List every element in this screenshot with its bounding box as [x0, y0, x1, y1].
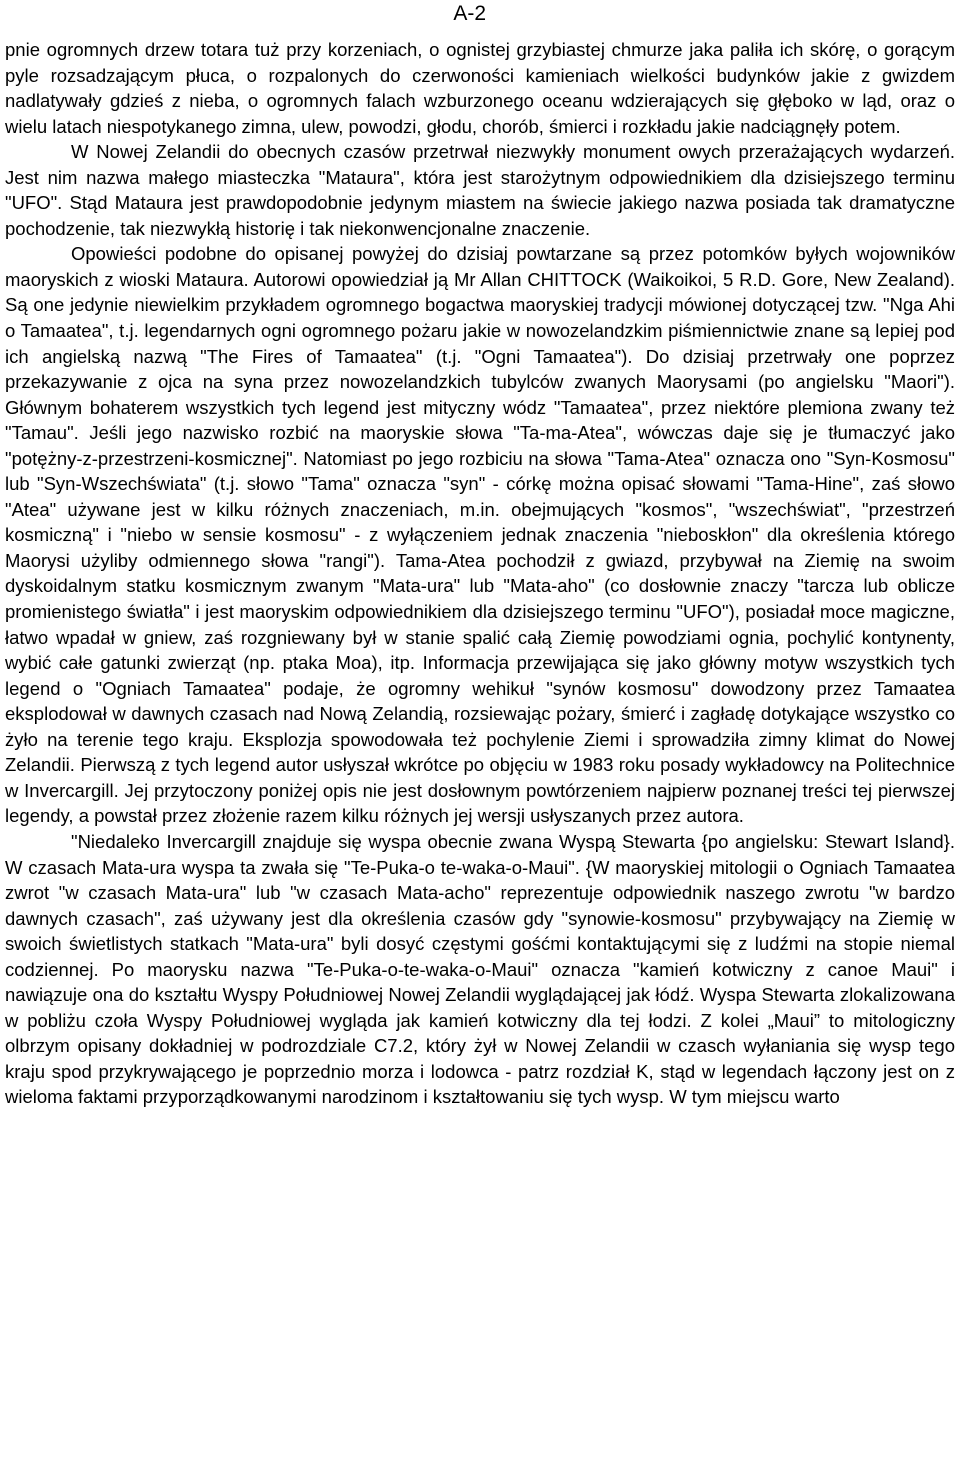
paragraph-4: "Niedaleko Invercargill znajduje się wyspa obecnie zwana Wyspą Stewarta {po angielsku: Stewart Island}. W czasach Mata-ura wyspa ta zwała się "Te-Puka-o te-waka-o-Maui". {W maoryskiej mitologii o Ogniach Tamaatea zwrot "w czasach Mata-ura" lub "w czasach Mata-acho" reprezentuje odpowiednik naszego zwrotu "w bardzo dawnych czasach", zaś używany jest dla określenia czasów gdy "synowie-kosmosu" przybywający na Ziemię w swoich świetlistych statkach "Mata-ura" byli dosyć częstymi gośćmi kontaktującymi się z ludźmi na stopie niemal codziennej. Po maorysku nazwa "Te-Puka-o-te-waka-o-Maui" oznacza "kamień kotwiczny z canoe Maui" i nawiązuje ona do kształtu Wyspy Południowej Nowej Zelandii wyglądającej jak łódź. Wyspa Stewarta zlokalizowana w pobliżu czoła Wyspy Południowej wygląda jak kamień kotwiczny dla tej łodzi. Z kolei „Maui” to mitologiczny olbrzym opisany dokładniej w podrozdziale C7.2, który żył w Nowej Zelandii w czasch wyłaniania się wysp tego kraju spod przykrywającego je poprzednio morza i lodowca - patrz rozdział K, stąd w legendach łączony jest on z wieloma faktami przyporządkowanymi narodzinom i kształtowaniu się tych wysp. W tym miejscu warto: [5, 830, 955, 1108]
paragraph-3: Opowieści podobne do opisanej powyżej do dzisiaj powtarzane są przez potomków byłych wojowników maoryskich z wioski Mataura. Autorowi opowiedział ją Mr Allan CHITTOCK (Waikoikoi, 5 R.D. Gore, New Zealand). Są one jedynie niewielkim przykładem ogromnego bogactwa maoryskiej tradycji mówionej dotyczącej tzw. "Nga Ahi o Tamaatea", t.j. legendarnych ogni ogromnego pożaru jakie w nowozelandzkim piśmiennictwie znane są lepiej pod ich angielską nazwą "The Fires of Tamaatea" (t.j. "Ogni Tamaatea"). Do dzisiaj przetrwały one poprzez przekazywanie z ojca na syna przez nowozelandzkich tubylców zwanych Maorysami (po angielsku "Maori"). Głównym bohaterem wszystkich tych legend jest mityczny wódz "Tamaatea", przez niektóre plemiona zwany też "Tamau". Jeśli jego nazwisko rozbić na maoryskie słowa "Ta-ma-Atea", wówczas daje się je tłumaczyć jako "potężny-z-przestrzeni-kosmicznej". Natomiast po jego rozbiciu na słowa "Tama-Atea" oznacza ono "Syn-Kosmosu" lub "Syn-Wszechświata" (t.j. słowo "Tama" oznacza "syn" - córkę można opisać słowami "Tama-Hine", zaś słowo "Atea" używane jest w kilku różnych znaczeniach, m.in. obejmujących "kosmos", "wszechświat", "przestrzeń kosmiczną" i "niebo w sensie kosmosu" - z wyłączeniem jednak znaczenia "nieboskłon" dla określenia którego Maorysi użyliby odmiennego słowa "rangi"). Tama-Atea pochodził z gwiazd, przybywał na Ziemię na swoim dyskoidalnym statku kosmicznym zwanym "Mata-ura" lub "Mata-aho" (co dosłownie znaczy "tarcza lub oblicze promienistego światła" i jest maoryskim odpowiednikiem dla dzisiejszego terminu "UFO"), posiadał moce magiczne, łatwo wpadał w gniew, zaś rozgniewany był w stanie spalić całą Ziemię powodziami ognia, pochylić kontynenty, wybić całe gatunki zwierząt (np. ptaka Moa), itp. Informacja przewijająca się jako główny motyw wszystkich tych legend o "Ogniach Tamaatea" podaje, że ogromny wehikuł "synów kosmosu" dowodzony przez Tamaatea eksplodował w dawnych czasach nad Nową Zelandią, rozsiewając pożary, śmierć i zagładę dotykające wszystko co żyło na terenie tego kraju. Eksplozja spowodowała też pochylenie Ziemi i sprowadziła zimny klimat do Nowej Zelandii. Pierwszą z tych legend autor usłyszał wkrótce po objęciu w 1983 roku posady wykładowcy na Politechnice w Invercargill. Jej przytoczony poniżej opis nie jest dosłownym powtórzeniem najpierw poznanej treści tej pierwszej legendy, a powstał przez złożenie razem kilku różnych jej wersji usłyszanych przez autora.: [5, 243, 955, 827]
document-body: [5, 37, 955, 1110]
page-number: A-2: [453, 2, 486, 25]
paragraph-1: pnie ogromnych drzew totara tuż przy korzeniach, o ognistej grzybiastej chmurze jaka paliła ich skórę, o gorącym pyle rozsadzającym płuca, o rozpalonych do czerwoności kamieniach wielkości budynków jakie z gwizdem nadlatywały gdzieś z nieba, o ogromnych falach wzburzonego oceanu wdzierających się głęboko w ląd, oraz o wielu latach niespotykanego zimna, ulew, powodzi, głodu, chorób, śmierci i rozkładu jakie nadciągnęły potem.: [5, 39, 955, 137]
paragraph-2: W Nowej Zelandii do obecnych czasów przetrwał niezwykły monument owych przerażających wydarzeń. Jest nim nazwa małego miasteczka "Mataura", która jest starożytnym odpowiednikiem dla dzisiejszego terminu "UFO". Stąd Mataura jest prawdopodobnie jedynym miastem na świecie jakiego nazwa posiada tak dramatyczne pochodzenie, tak niezwykłą historię i tak niekonwencjonalne znaczenie.: [5, 141, 955, 239]
